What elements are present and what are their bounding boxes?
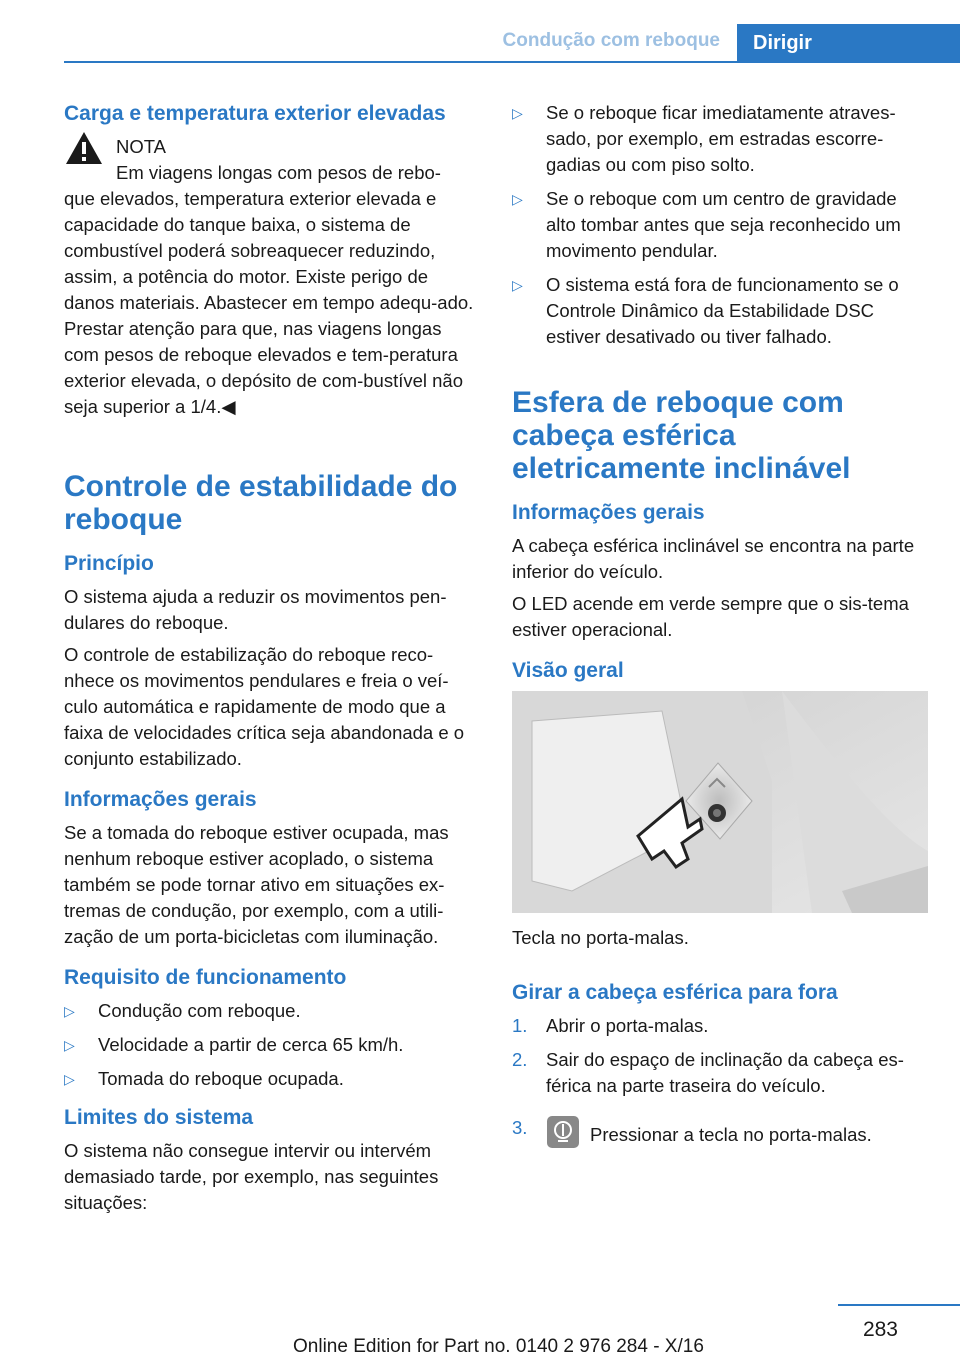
triangle-right-icon: ▷ [512, 277, 523, 293]
page-number: 283 [862, 1318, 898, 1341]
header-chapter-tab[interactable]: Dirigir [737, 24, 960, 63]
list-item: ▷ Condução com reboque. [64, 998, 478, 1024]
warning-triangle-icon [64, 130, 104, 166]
list-item: 2. Sair do espaço de inclinação da cabeça es-férica na parte traseira do veículo. [512, 1049, 904, 1096]
triangle-right-icon: ▷ [64, 1037, 75, 1053]
photo-caption: Tecla no porta-malas. [512, 927, 689, 948]
para-info-right-1: A cabeça esférica inclinável se encontra na parte inferior do veículo. [512, 535, 915, 582]
header-section-title: Condução com reboque [502, 30, 720, 51]
heading-carga: Carga e temperatura exterior elevadas [64, 102, 446, 125]
triangle-right-icon: ▷ [64, 1071, 75, 1087]
heading-info-left: Informações gerais [64, 788, 257, 811]
list-item: ▷ O sistema está fora de funcionamento se o Controle Dinâmico da Estabilidade DSC estiver desativado ou tiver falhado. [512, 274, 899, 347]
heading-limites: Limites do sistema [64, 1106, 254, 1129]
heading-visao: Visão geral [512, 659, 624, 682]
triangle-right-icon: ▷ [512, 105, 523, 121]
list-item: ▷ Tomada do reboque ocupada. [64, 1066, 478, 1092]
heading-esfera: Esfera de reboque com cabeça esférica eletricamente inclinável [512, 386, 851, 485]
para-principio-2: O controle de estabilização do reboque reco-nhece os movimentos pendulares e freia o veí-culo automática e rapidamente de modo que a faixa de velocidades crítica seja abandonada e o conjunto estabilizado. [64, 644, 465, 769]
requisito-list [64, 998, 478, 1092]
list-item: 3. Pressionar a tecla no porta-malas. [512, 1115, 930, 1149]
heading-requisito: Requisito de funcionamento [64, 966, 347, 989]
list-item: ▷ Velocidade a partir de cerca 65 km/h. [64, 1032, 478, 1058]
note-text: que elevados, temperatura exterior elevada e capacidade do tanque baixa, o sistema de combustível poderá sobreaquecer reduzindo, assim, a potência do motor. Existe perigo de danos materiais. Abastecer em tempo adequ-ado. Prestar atenção para que, nas viagens longas com pesos de reboque elevados e tem-peratura exterior elevada, o depósito de com-bustível não seja superior a 1/4.◀ [64, 188, 474, 417]
footer-edition: Online Edition for Part no. 0140 2 976 284 - X/16 [293, 1336, 704, 1357]
note-label: NOTA [116, 136, 167, 157]
heading-controle: Controle de estabilidade do reboque [64, 470, 458, 536]
footer-rule [838, 1304, 960, 1306]
ball-head-button-icon [546, 1115, 580, 1149]
para-limites: O sistema não consegue intervir ou intervém demasiado tarde, por exemplo, nas seguintes situações: [64, 1140, 439, 1213]
warning-note [64, 134, 478, 420]
heading-girar: Girar a cabeça esférica para fora [512, 981, 838, 1004]
right-column [512, 100, 930, 1157]
triangle-right-icon: ▷ [64, 1003, 75, 1019]
left-column [64, 100, 478, 1222]
trunk-button-photo [512, 691, 928, 913]
header-rule [64, 61, 960, 63]
para-info-right-2: O LED acende em verde sempre que o sis-tema estiver operacional. [512, 593, 909, 640]
steps-list [512, 1013, 930, 1149]
list-item: ▷ Se o reboque com um centro de gravidade alto tombar antes que seja reconhecido um movimento pendular. [512, 188, 901, 261]
heading-info-right: Informações gerais [512, 501, 705, 524]
heading-principio: Princípio [64, 552, 154, 575]
para-info-left: Se a tomada do reboque estiver ocupada, mas nenhum reboque estiver acoplado, o sistema também se pode tornar ativo em situações ex-tremas de condução, por exemplo, com a utili-zação de um porta-bicicletas com iluminação. [64, 822, 449, 947]
limites-list [512, 100, 930, 350]
triangle-right-icon: ▷ [512, 191, 523, 207]
list-item: 1. Abrir o porta-malas. [512, 1015, 709, 1036]
para-principio-1: O sistema ajuda a reduzir os movimentos pen-dulares do reboque. [64, 586, 447, 633]
note-first-line: Em viagens longas com pesos de rebo- [116, 162, 441, 183]
list-item: ▷ Se o reboque ficar imediatamente atraves-sado, por exemplo, em estradas escorre-gadias ou com piso solto. [512, 102, 896, 175]
